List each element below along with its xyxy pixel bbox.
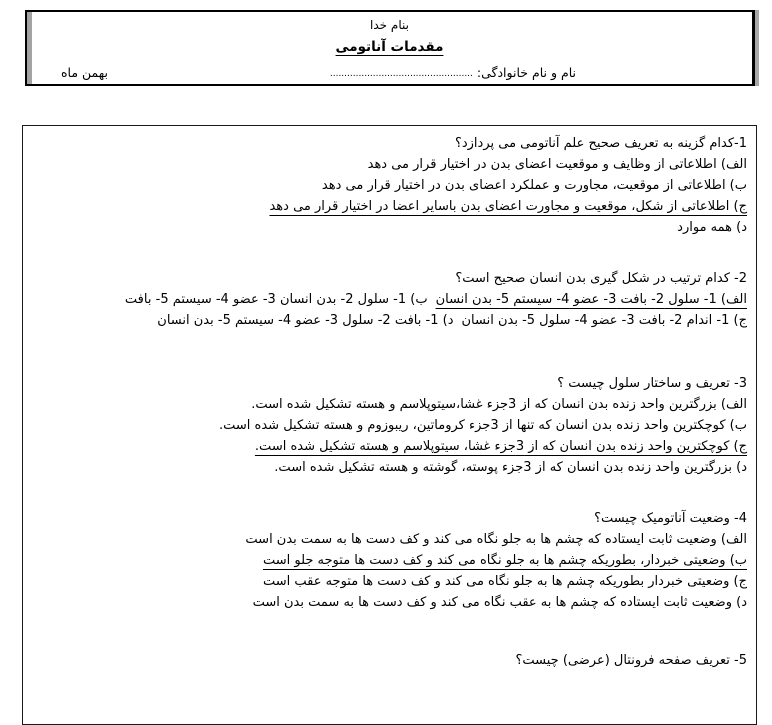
question-1 (33, 133, 747, 238)
question-3-option-b: ب) کوچکترین واحد زنده بدن انسان که تنها از 3جزء کروماتین، ریبوزوم و هسته تشکیل شده است. (219, 418, 747, 433)
question-3 (33, 373, 747, 478)
question-2-option-row-2 (33, 310, 747, 331)
question-2-option-c: ج) 1- اندام 2- بافت 3- عضو 4- سلول 5- بدن انسان (461, 313, 747, 328)
name-dotted-line: .................................................. (329, 69, 473, 79)
question-1-option-a: الف) اطلاعاتی از وظایف و موقعیت اعضای بدن در اختیار قرار می دهد (367, 157, 747, 172)
question-3-option-c: ج) کوچکترین واحد زنده بدن انسان که از 3جزء غشا، سیتوپلاسم و هسته تشکیل شده است. (254, 439, 747, 454)
question-4-option-b: ب) وضعیتی خبردار، بطوریکه چشم ها به جلو نگاه می کند و کف دست ها متوجه جلو است (262, 553, 747, 568)
question-1-option-d: د) همه موارد (677, 220, 747, 235)
question-2-option-d: د) 1- بافت 2- سلول 3- عضو 4- سیستم 5- بدن انسان (157, 313, 454, 328)
exam-title-text: مقدمات آناتومی (335, 39, 444, 55)
question-4-option-d: د) وضعیت ثابت ایستاده که چشم ها به عقب نگاه می کند و کف دست ها به سمت بدن است (252, 595, 747, 610)
question-4-option-c: ج) وضعیتی خبردار بطوریکه چشم ها به جلو نگاه می کند و کف دست ها متوجه عقب است (262, 574, 747, 589)
header-info-row (27, 64, 752, 83)
question-2-title: 2- کدام ترتیب در شکل گیری بدن انسان صحیح است؟ (455, 271, 747, 286)
question-4 (33, 508, 747, 613)
question-5 (33, 650, 747, 671)
name-field-label: نام و نام خانوادگی: (476, 65, 576, 80)
question-3-title: 3- تعریف و ساختار سلول چیست ؟ (557, 376, 747, 391)
question-2 (33, 268, 747, 331)
name-field (330, 64, 576, 83)
question-4-title: 4- وضعیت آناتومیک چیست؟ (594, 511, 747, 526)
exam-body (22, 125, 757, 725)
question-1-option-c: ج) اطلاعاتی از شکل، موقعیت و مجاورت اعضای بدن باسایر اعضا در اختیار قرار می دهد (269, 199, 747, 214)
question-2-option-b: ب) 1- سلول 2- بدن انسان 3- عضو 4- سیستم 5- بافت (124, 292, 428, 307)
question-1-option-b: ب) اطلاعاتی از موقعیت، مجاورت و عملکرد اعضای بدن در اختیار قرار می دهد (321, 178, 747, 193)
question-4-option-a: الف) وضعیت ثابت ایستاده که چشم ها به جلو نگاه می کند و کف دست ها به سمت بدن است (245, 532, 747, 547)
question-2-option-row-1 (33, 289, 747, 310)
question-1-title: 1-کدام گزینه به تعریف صحیح علم آناتومی می پردازد؟ (454, 136, 747, 151)
question-3-option-a: الف) بزرگترین واحد زنده بدن انسان که از 3جزء غشا،سیتوپلاسم و هسته تشکیل شده است. (251, 397, 747, 412)
bismillah-text: بنام خدا (370, 18, 409, 32)
question-5-title: 5- تعریف صفحه فرونتال (عرضی) چیست؟ (515, 653, 747, 668)
exam-title (27, 38, 752, 56)
question-2-option-a: الف) 1- سلول 2- بافت 3- عضو 4- سیستم 5- بدن انسان (435, 292, 747, 307)
month-label: بهمن ماه (61, 65, 109, 80)
question-3-option-d: د) بزرگترین واحد زنده بدن انسان که از 3جزء پوسته، گوشته و هسته تشکیل شده است. (274, 460, 747, 475)
exam-header (25, 10, 755, 86)
